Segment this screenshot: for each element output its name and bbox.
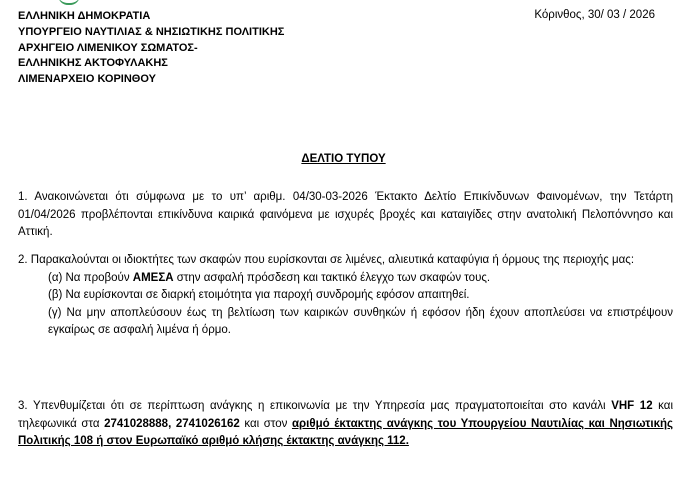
phone-numbers: 2741028888, 2741026162 (104, 417, 240, 430)
issuer-header (18, 9, 284, 88)
document-date: Κόρινθος, 30/ 03 / 2026 (534, 9, 655, 21)
document-title: ΔΕΛΤΙΟ ΤΥΠΟΥ (301, 153, 386, 165)
header-line-port-authority: ΛΙΜΕΝΑΡΧΕΙΟ ΚΟΡΙΝΘΟΥ (18, 73, 156, 86)
list-item-c: (γ) Να μην αποπλεύσουν έως τη βελτίωση των καιρικών συνθηκών ή εφόσον ήδη έχουν αποπλεύσει να επιστρέψουν εγκαίρως σε ασφαλή λιμένα ή όρμο. (48, 306, 673, 337)
header-line-hq: ΑΡΧΗΓΕΙΟ ΛΙΜΕΝΙΚΟΥ ΣΩΜΑΤΟΣ- (18, 41, 198, 54)
p3-mid: και τηλεφωνικά στα (18, 400, 673, 430)
emergency-numbers: αριθμό έκτακτης ανάγκης του Υπουργείου Ναυτιλίας και Νησιωτικής Πολιτικής 108 ή στον Ευρωπαϊκό αριθμό κλήσης έκτακτης ανάγκης 112. (18, 417, 673, 448)
paragraph-2 (18, 252, 673, 340)
paragraph-1: 1. Ανακοινώνεται ότι σύμφωνα με το υπ’ αριθμ. 04/30-03-2026 Έκτακτο Δελτίο Επικίνδυνων Φαινομένων, την Τετάρτη 01/04/2026 προβλέπονται επικίνδυνα καιρικά φαινόμενα με ισχυρές βροχές και καταιγίδες στην ανατολική Πελοπόννησο και Αττική. (18, 191, 673, 239)
p3-prefix: 3. Υπενθυμίζεται ότι σε περίπτωση ανάγκης η επικοινωνία με την Υπηρεσία μας πραγματοποιείται στο κανάλι (18, 400, 612, 412)
header-line-country: ΕΛΛΗΝΙΚΗ ΔΗΜΟΚΡΑΤΙΑ (18, 10, 151, 22)
paragraph-3 (18, 398, 673, 451)
header-line-ministry: ΥΠΟΥΡΓΕΙΟ ΝΑΥΤΙΛΙΑΣ & ΝΗΣΙΩΤΙΚΗΣ ΠΟΛΙΤΙΚΗΣ (18, 25, 285, 38)
item-a-suffix: στην ασφαλή πρόσδεση και τακτικό έλεγχο των σκαφών τους. (173, 271, 491, 284)
coat-of-arms-emblem (58, 0, 80, 5)
list-item-a (18, 270, 673, 288)
header-line-coastguard: ΕΛΛΗΝΙΚΗΣ ΑΚΤΟΦΥΛΑΚΗΣ (18, 57, 168, 70)
paragraph-2-intro: 2. Παρακαλούνται οι ιδιοκτήτες των σκαφών που ευρίσκονται σε λιμένες, αλιευτικά καταφύγια ή όρμους της περιοχής μας: (18, 254, 635, 266)
list-item-b: (β) Να ευρίσκονται σε διαρκή ετοιμότητα για παροχή συνδρομής εφόσον απαιτηθεί. (48, 289, 470, 302)
item-a-emphasis: ΑΜΕΣΑ (132, 271, 174, 284)
p3-mid2: και στον (239, 417, 292, 430)
item-a-prefix: (α) Να προβούν (48, 271, 133, 284)
vhf-channel: VHF 12 (611, 400, 653, 412)
